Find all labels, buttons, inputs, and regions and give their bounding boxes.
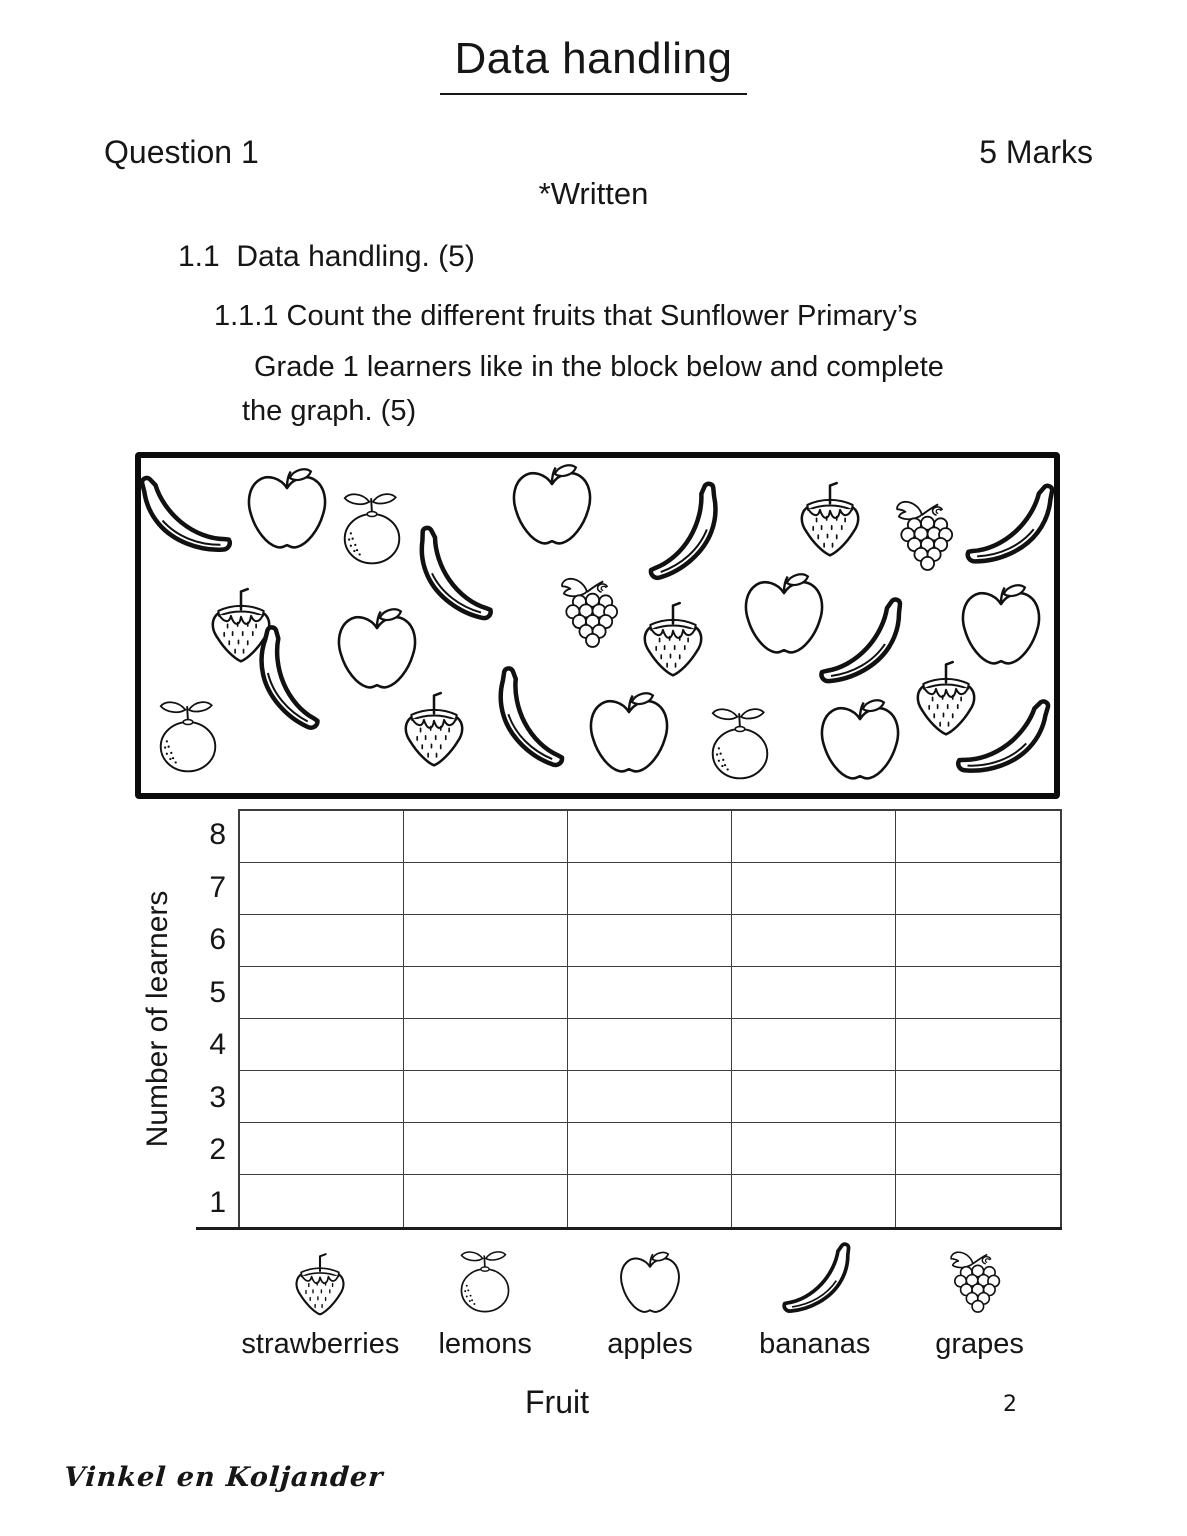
banana-illustration [622, 473, 741, 592]
grid-cell-row4-col3[interactable] [568, 1019, 732, 1071]
y-axis-title: Number of learners [141, 890, 174, 1148]
grid-cell-row5-col4[interactable] [732, 967, 896, 1019]
axis-category-label-strawberries: strawberries [241, 1328, 400, 1360]
grid-cell-row6-col5[interactable] [896, 915, 1060, 967]
marks-label: 5 Marks [979, 134, 1093, 170]
footer-brand: Vinkel en Koljander [62, 1462, 385, 1493]
lemon-illustration [328, 485, 416, 573]
grid-cell-row7-col4[interactable] [732, 863, 896, 915]
grid-cell-row6-col4[interactable] [732, 915, 896, 967]
grid-cell-row4-col1[interactable] [240, 1019, 404, 1071]
grid-cell-row3-col3[interactable] [568, 1071, 732, 1123]
grid-cell-row6-col2[interactable] [404, 915, 568, 967]
grid-cell-row5-col1[interactable] [240, 967, 404, 1019]
title-row [0, 34, 1187, 95]
grid-cell-row7-col1[interactable] [240, 863, 404, 915]
grid-cell-row1-col3[interactable] [568, 1175, 732, 1227]
axis-category-label-lemons: lemons [438, 1328, 532, 1360]
grapes-axis-icon-slot [897, 1238, 1062, 1320]
grapes-axis-icon [944, 1248, 1016, 1320]
grapes-illustration [554, 574, 636, 656]
question-1-1-1-line3: the graph. (5) [242, 395, 417, 427]
grid-cell-row7-col5[interactable] [896, 863, 1060, 915]
grid-cell-row4-col5[interactable] [896, 1019, 1060, 1071]
grid-cell-row1-col1[interactable] [240, 1175, 404, 1227]
axis-category-label-grapes: grapes [935, 1328, 1024, 1360]
axis-category-label-bananas: bananas [759, 1328, 871, 1360]
grid-cell-row2-col3[interactable] [568, 1123, 732, 1175]
y-tick-4: 4 [209, 1028, 226, 1062]
banana-axis-icon [774, 1238, 856, 1320]
grid-cell-row5-col3[interactable] [568, 967, 732, 1019]
strawberry-axis-icon [285, 1250, 355, 1320]
lemon-axis-icon [447, 1244, 523, 1320]
grid-cell-row6-col3[interactable] [568, 915, 732, 967]
grid-cell-row3-col4[interactable] [732, 1071, 896, 1123]
lemon-illustration [144, 693, 232, 781]
page-title: Data handling [440, 34, 746, 95]
grid-cell-row8-col4[interactable] [732, 811, 896, 863]
y-tick-3: 3 [209, 1080, 226, 1114]
question-1-1-1-line1: 1.1.1 Count the different fruits that Sunflower Primary’s [214, 300, 918, 332]
y-axis-ticks [174, 809, 226, 1229]
strawberry-illustration [631, 598, 715, 682]
grid-cell-row2-col5[interactable] [896, 1123, 1060, 1175]
apple-axis-icon [615, 1250, 685, 1320]
x-axis-icons [238, 1238, 1062, 1320]
strawberry-illustration [392, 688, 476, 772]
grid-cell-row5-col5[interactable] [896, 967, 1060, 1019]
grid-cell-row2-col2[interactable] [404, 1123, 568, 1175]
lemon-axis-icon-slot [403, 1238, 568, 1320]
banana-illustration [472, 658, 594, 780]
x-axis-line [196, 1227, 1062, 1230]
grid-cell-row1-col5[interactable] [896, 1175, 1060, 1227]
grid-cell-row2-col4[interactable] [732, 1123, 896, 1175]
y-tick-6: 6 [209, 923, 226, 957]
grid-cell-row1-col4[interactable] [732, 1175, 896, 1227]
y-tick-8: 8 [209, 818, 226, 852]
banana-axis-icon-slot [732, 1238, 897, 1320]
page-number: 2 [1003, 1392, 1017, 1417]
grid-cell-row5-col2[interactable] [404, 967, 568, 1019]
question-1-1-1-line2: Grade 1 learners like in the block below and complete [254, 351, 944, 383]
banana-illustration [132, 458, 245, 571]
grid-cell-row2-col1[interactable] [240, 1123, 404, 1175]
apple-illustration [814, 697, 906, 789]
x-axis-category-labels [238, 1328, 1062, 1361]
x-axis-title: Fruit [525, 1384, 589, 1420]
banana-illustration [809, 592, 909, 692]
apple-illustration [506, 462, 598, 554]
grid-cell-row7-col2[interactable] [404, 863, 568, 915]
y-tick-7: 7 [209, 870, 226, 904]
banana-illustration [954, 471, 1062, 579]
y-tick-5: 5 [209, 975, 226, 1009]
grid-cell-row6-col1[interactable] [240, 915, 404, 967]
graph-grid[interactable] [238, 809, 1062, 1229]
grid-cell-row8-col5[interactable] [896, 811, 1060, 863]
strawberry-axis-icon-slot [238, 1238, 403, 1320]
apple-axis-icon-slot [568, 1238, 733, 1320]
question-label: Question 1 [104, 134, 259, 170]
grid-cell-row3-col2[interactable] [404, 1071, 568, 1123]
y-tick-2: 2 [209, 1133, 226, 1167]
fruit-picture-block [135, 452, 1060, 799]
apple-illustration [331, 606, 423, 698]
strawberry-illustration [788, 478, 872, 562]
question-1-1-text: 1.1 Data handling. (5) [178, 240, 475, 273]
grid-cell-row4-col2[interactable] [404, 1019, 568, 1071]
grid-cell-row4-col4[interactable] [732, 1019, 896, 1071]
lemon-illustration [696, 700, 784, 788]
grid-cell-row3-col5[interactable] [896, 1071, 1060, 1123]
grid-cell-row1-col2[interactable] [404, 1175, 568, 1227]
apple-illustration [583, 690, 675, 782]
grid-cell-row3-col1[interactable] [240, 1071, 404, 1123]
y-tick-1: 1 [209, 1185, 226, 1219]
grid-cell-row8-col1[interactable] [240, 811, 404, 863]
grid-cell-row8-col2[interactable] [404, 811, 568, 863]
axis-category-label-apples: apples [607, 1328, 693, 1360]
written-label: *Written [538, 176, 649, 211]
apple-illustration [241, 466, 333, 558]
grid-cell-row8-col3[interactable] [568, 811, 732, 863]
banana-illustration [943, 679, 1059, 795]
grid-cell-row7-col3[interactable] [568, 863, 732, 915]
